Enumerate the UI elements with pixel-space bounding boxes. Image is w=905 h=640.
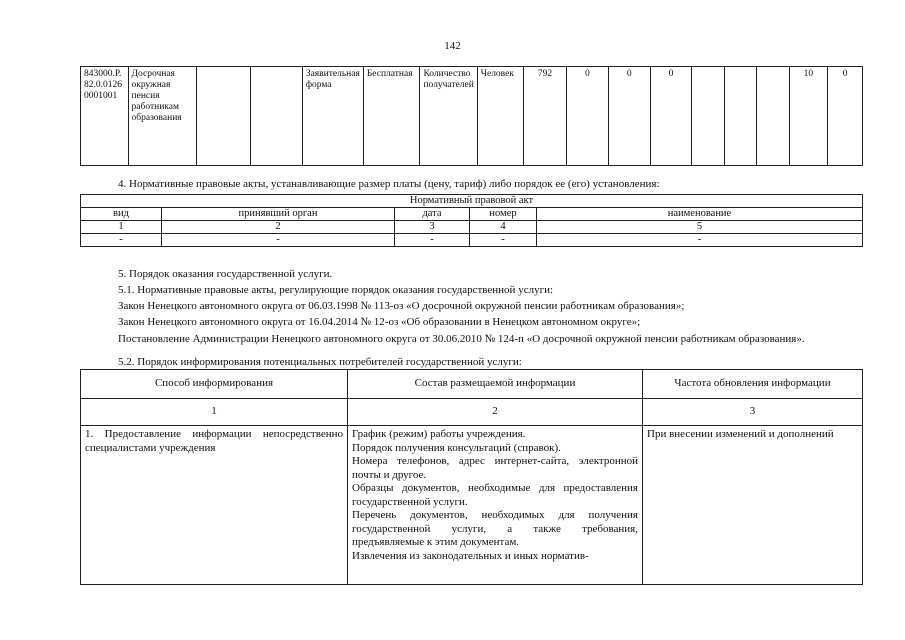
column-header: наименование: [537, 208, 863, 221]
section-4-heading: 4. Нормативные правовые акты, устанавливающие размер платы (цену, тариф) либо порядок ее (его) установления:: [118, 178, 660, 190]
indicator-name: Количество получателей: [420, 67, 477, 166]
empty-cell: [250, 67, 302, 166]
column-header: Состав размещаемой информации: [348, 370, 643, 399]
table-row: [81, 234, 863, 247]
column-number: 1: [81, 399, 348, 426]
column-number: 5: [537, 221, 863, 234]
section-5-2-heading: 5.2. Порядок информирования потенциальных потребителей государственной услуги:: [118, 356, 522, 368]
column-header: Способ информирования: [81, 370, 348, 399]
column-number: 4: [470, 221, 537, 234]
content-item: Перечень документов, необходимых для получения государственной услуги, а также требования, предъявляемые к этим документам.: [352, 509, 638, 548]
service-name: Досрочная окружная пенсия работникам образования: [128, 67, 197, 166]
column-header: номер: [470, 208, 537, 221]
table-cell: -: [470, 234, 537, 247]
table-row: [81, 195, 863, 208]
payment-type: Бесплатная: [363, 67, 420, 166]
table-row: [81, 221, 863, 234]
section-5-heading: 5. Порядок оказания государственной услуги.: [118, 268, 333, 280]
unit: Человек: [477, 67, 523, 166]
table-cell: -: [81, 234, 162, 247]
column-number: 2: [162, 221, 395, 234]
column-header: принявший орган: [162, 208, 395, 221]
empty-cell: [197, 67, 250, 166]
table-title: Нормативный правовой акт: [81, 195, 863, 208]
service-table: [80, 66, 863, 166]
content-item: Образцы документов, необходимые для предоставления государственной услуги.: [352, 482, 638, 508]
normative-acts-table: [80, 194, 863, 247]
application-form: Заявительная форма: [302, 67, 363, 166]
column-header: вид: [81, 208, 162, 221]
law-2: Закон Ненецкого автономного округа от 16.04.2014 № 12-оз «Об образовании в Ненецком автономном округе»;: [118, 316, 641, 328]
law-1: Закон Ненецкого автономного округа от 06.03.1998 № 113-оз «О досрочной окружной пенсии работникам образования»;: [118, 300, 685, 312]
column-header: Частота обновления информации: [643, 370, 863, 399]
table-cell: -: [395, 234, 470, 247]
column-number: 2: [348, 399, 643, 426]
page-number: 142: [444, 40, 461, 52]
table-row: [81, 399, 863, 426]
law-3: Постановление Администрации Ненецкого автономного округа от 30.06.2010 № 124-п «О досрочной окружной пенсии работникам образования».: [118, 333, 805, 345]
value-cell: 792: [524, 67, 567, 166]
content-item: График (режим) работы учреждения.: [352, 428, 526, 440]
table-cell: -: [162, 234, 395, 247]
content-item: Порядок получения консультаций (справок).: [352, 441, 561, 454]
table-header-row: [81, 208, 863, 221]
column-header: дата: [395, 208, 470, 221]
information-table: [80, 369, 863, 585]
information-content: [348, 426, 643, 585]
value-cell: 0: [828, 67, 863, 166]
table-cell: -: [537, 234, 863, 247]
column-number: 1: [81, 221, 162, 234]
content-item: Номера телефонов, адрес интернет-сайта, электронной почты и другое.: [352, 455, 638, 481]
information-method: 1. Предоставление информации непосредственно специалистами учреждения: [81, 426, 348, 585]
value-cell: 0: [650, 67, 692, 166]
content-item: Извлечения из законодательных и иных норматив-: [352, 549, 589, 562]
section-5-1-heading: 5.1. Нормативные правовые акты, регулирующие порядок оказания государственной услуги:: [118, 284, 554, 296]
value-cell: [724, 67, 756, 166]
table-header-row: [81, 370, 863, 399]
table-row: [81, 426, 863, 585]
value-cell: 0: [566, 67, 608, 166]
table-row: [81, 67, 863, 166]
value-cell: [692, 67, 724, 166]
column-number: 3: [643, 399, 863, 426]
value-cell: [757, 67, 789, 166]
update-frequency: При внесении изменений и дополнений: [643, 426, 863, 585]
value-cell: 10: [789, 67, 828, 166]
column-number: 3: [395, 221, 470, 234]
value-cell: 0: [608, 67, 650, 166]
service-code: 843000.Р.82.0.01260001001: [81, 67, 129, 166]
